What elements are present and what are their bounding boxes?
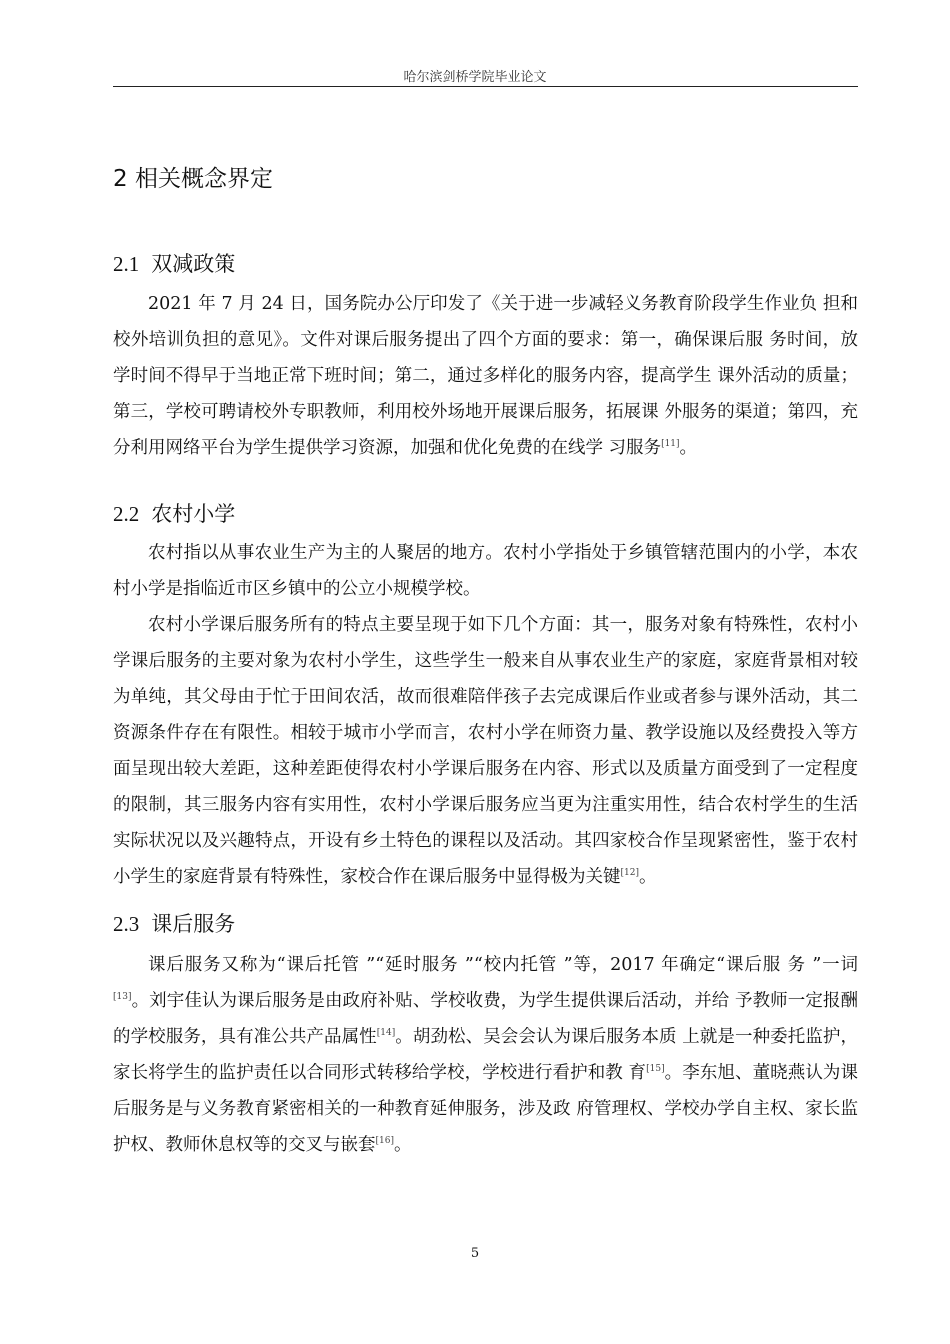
section-title: 双减政策 bbox=[151, 252, 236, 276]
citation: [12] bbox=[620, 868, 639, 878]
paragraph-2-1-1 bbox=[113, 286, 858, 466]
paragraph-text: 农村指以从事农业生产为主的人聚居的地方。农村小学指处于乡镇管辖范围内的小学，本农村小学是指临近市区乡镇中的公立小规模学校。 bbox=[113, 543, 858, 599]
section-heading-2-2 bbox=[113, 498, 235, 528]
paragraph-end: 。 bbox=[679, 438, 698, 458]
paragraph-text: 课后服务又称为“课后托管 ”“延时服务 ”“校内托管 ”等，2017 年确定“课后服 务 ”一词 bbox=[148, 955, 858, 975]
section-title: 课后服务 bbox=[151, 912, 236, 936]
running-header: 哈尔滨剑桥学院毕业论文 bbox=[403, 70, 547, 85]
paragraph-text: 2021 年 7 月 24 日，国务院办公厅印发了《关于进一步减轻义务教育阶段学生作业负 担和校外培训负担的意见》。文件对课后服务提出了四个方面的要求：第一，确保课后服 务时间，放学时间不得早于当地正常下班时间；第二，通过多样化的服务内容，提高学生 课外活动的质量；第三，学校可聘请校外专职教师，利用校外场地开展课后服务，拓展课 外服务的渠道；第四，充分利用网络平台为学生提供学习资源，加强和优化免费的在线学 习服务 bbox=[113, 294, 858, 458]
paragraph-text: 。刘宇佳认为课后服务是由政府补贴、学校收费，为学生提供课后活动，并给 予教师一定报酬的学校服务，具有准公共产品属性 bbox=[113, 991, 858, 1047]
section-heading-2-3 bbox=[113, 908, 235, 938]
section-number: 2.3 bbox=[113, 912, 140, 936]
paragraph-end: 。 bbox=[393, 1135, 412, 1155]
citation: [16] bbox=[375, 1136, 394, 1146]
header-rule bbox=[113, 86, 858, 87]
paragraph-text: 。胡劲松、吴会会认为课后服务本质 上就是一种委托监护，家长将学生的监护责任以合同形式转移给学校，学校进行看护和教 育 bbox=[113, 1027, 858, 1083]
chapter-title: 2 相关概念界定 bbox=[113, 166, 273, 192]
paragraph-text: 。李东旭、董晓燕认为课后服务是与义务教育紧密相关的一种教育延伸服务，涉及政 府管理权、学校办学自主权、家长监护权、教师休息权等的交叉与嵌套 bbox=[113, 1063, 858, 1155]
paragraph-2-2-1 bbox=[113, 535, 858, 607]
paragraph-text: 农村小学课后服务所有的特点主要呈现于如下几个方面：其一，服务对象有特殊性，农村小学课后服务的主要对象为农村小学生，这些学生一般来自从事农业生产的家庭，家庭背景相对较为单纯，其父母由于忙于田间农活，故而很难陪伴孩子去完成课后作业或者参与课外活动，其二资源条件存在有限性。相较于城市小学而言，农村小学在师资力量、教学设施以及经费投入等方面呈现出较大差距，这种差距使得农村小学课后服务在内容、形式以及质量方面受到了一定程度的限制，其三服务内容有实用性，农村小学课后服务应当更为注重实用性，结合农村学生的生活实际状况以及兴趣特点，开设有乡土特色的课程以及活动。其四家校合作呈现紧密性，鉴于农村小学生的家庭背景有特殊性，家校合作在课后服务中显得极为关键 bbox=[113, 615, 858, 887]
section-heading-2-1 bbox=[113, 248, 235, 278]
page-number: 5 bbox=[470, 1246, 480, 1261]
citation: [14] bbox=[376, 1028, 396, 1038]
citation: [13] bbox=[113, 992, 132, 1002]
section-number: 2.1 bbox=[113, 252, 140, 276]
citation: [11] bbox=[661, 439, 680, 449]
section-title: 农村小学 bbox=[151, 502, 236, 526]
citation: [15] bbox=[646, 1064, 665, 1074]
paragraph-2-3-1 bbox=[113, 947, 858, 1163]
paragraph-end: 。 bbox=[638, 867, 657, 887]
section-number: 2.2 bbox=[113, 502, 140, 526]
paragraph-2-2-2 bbox=[113, 607, 858, 895]
